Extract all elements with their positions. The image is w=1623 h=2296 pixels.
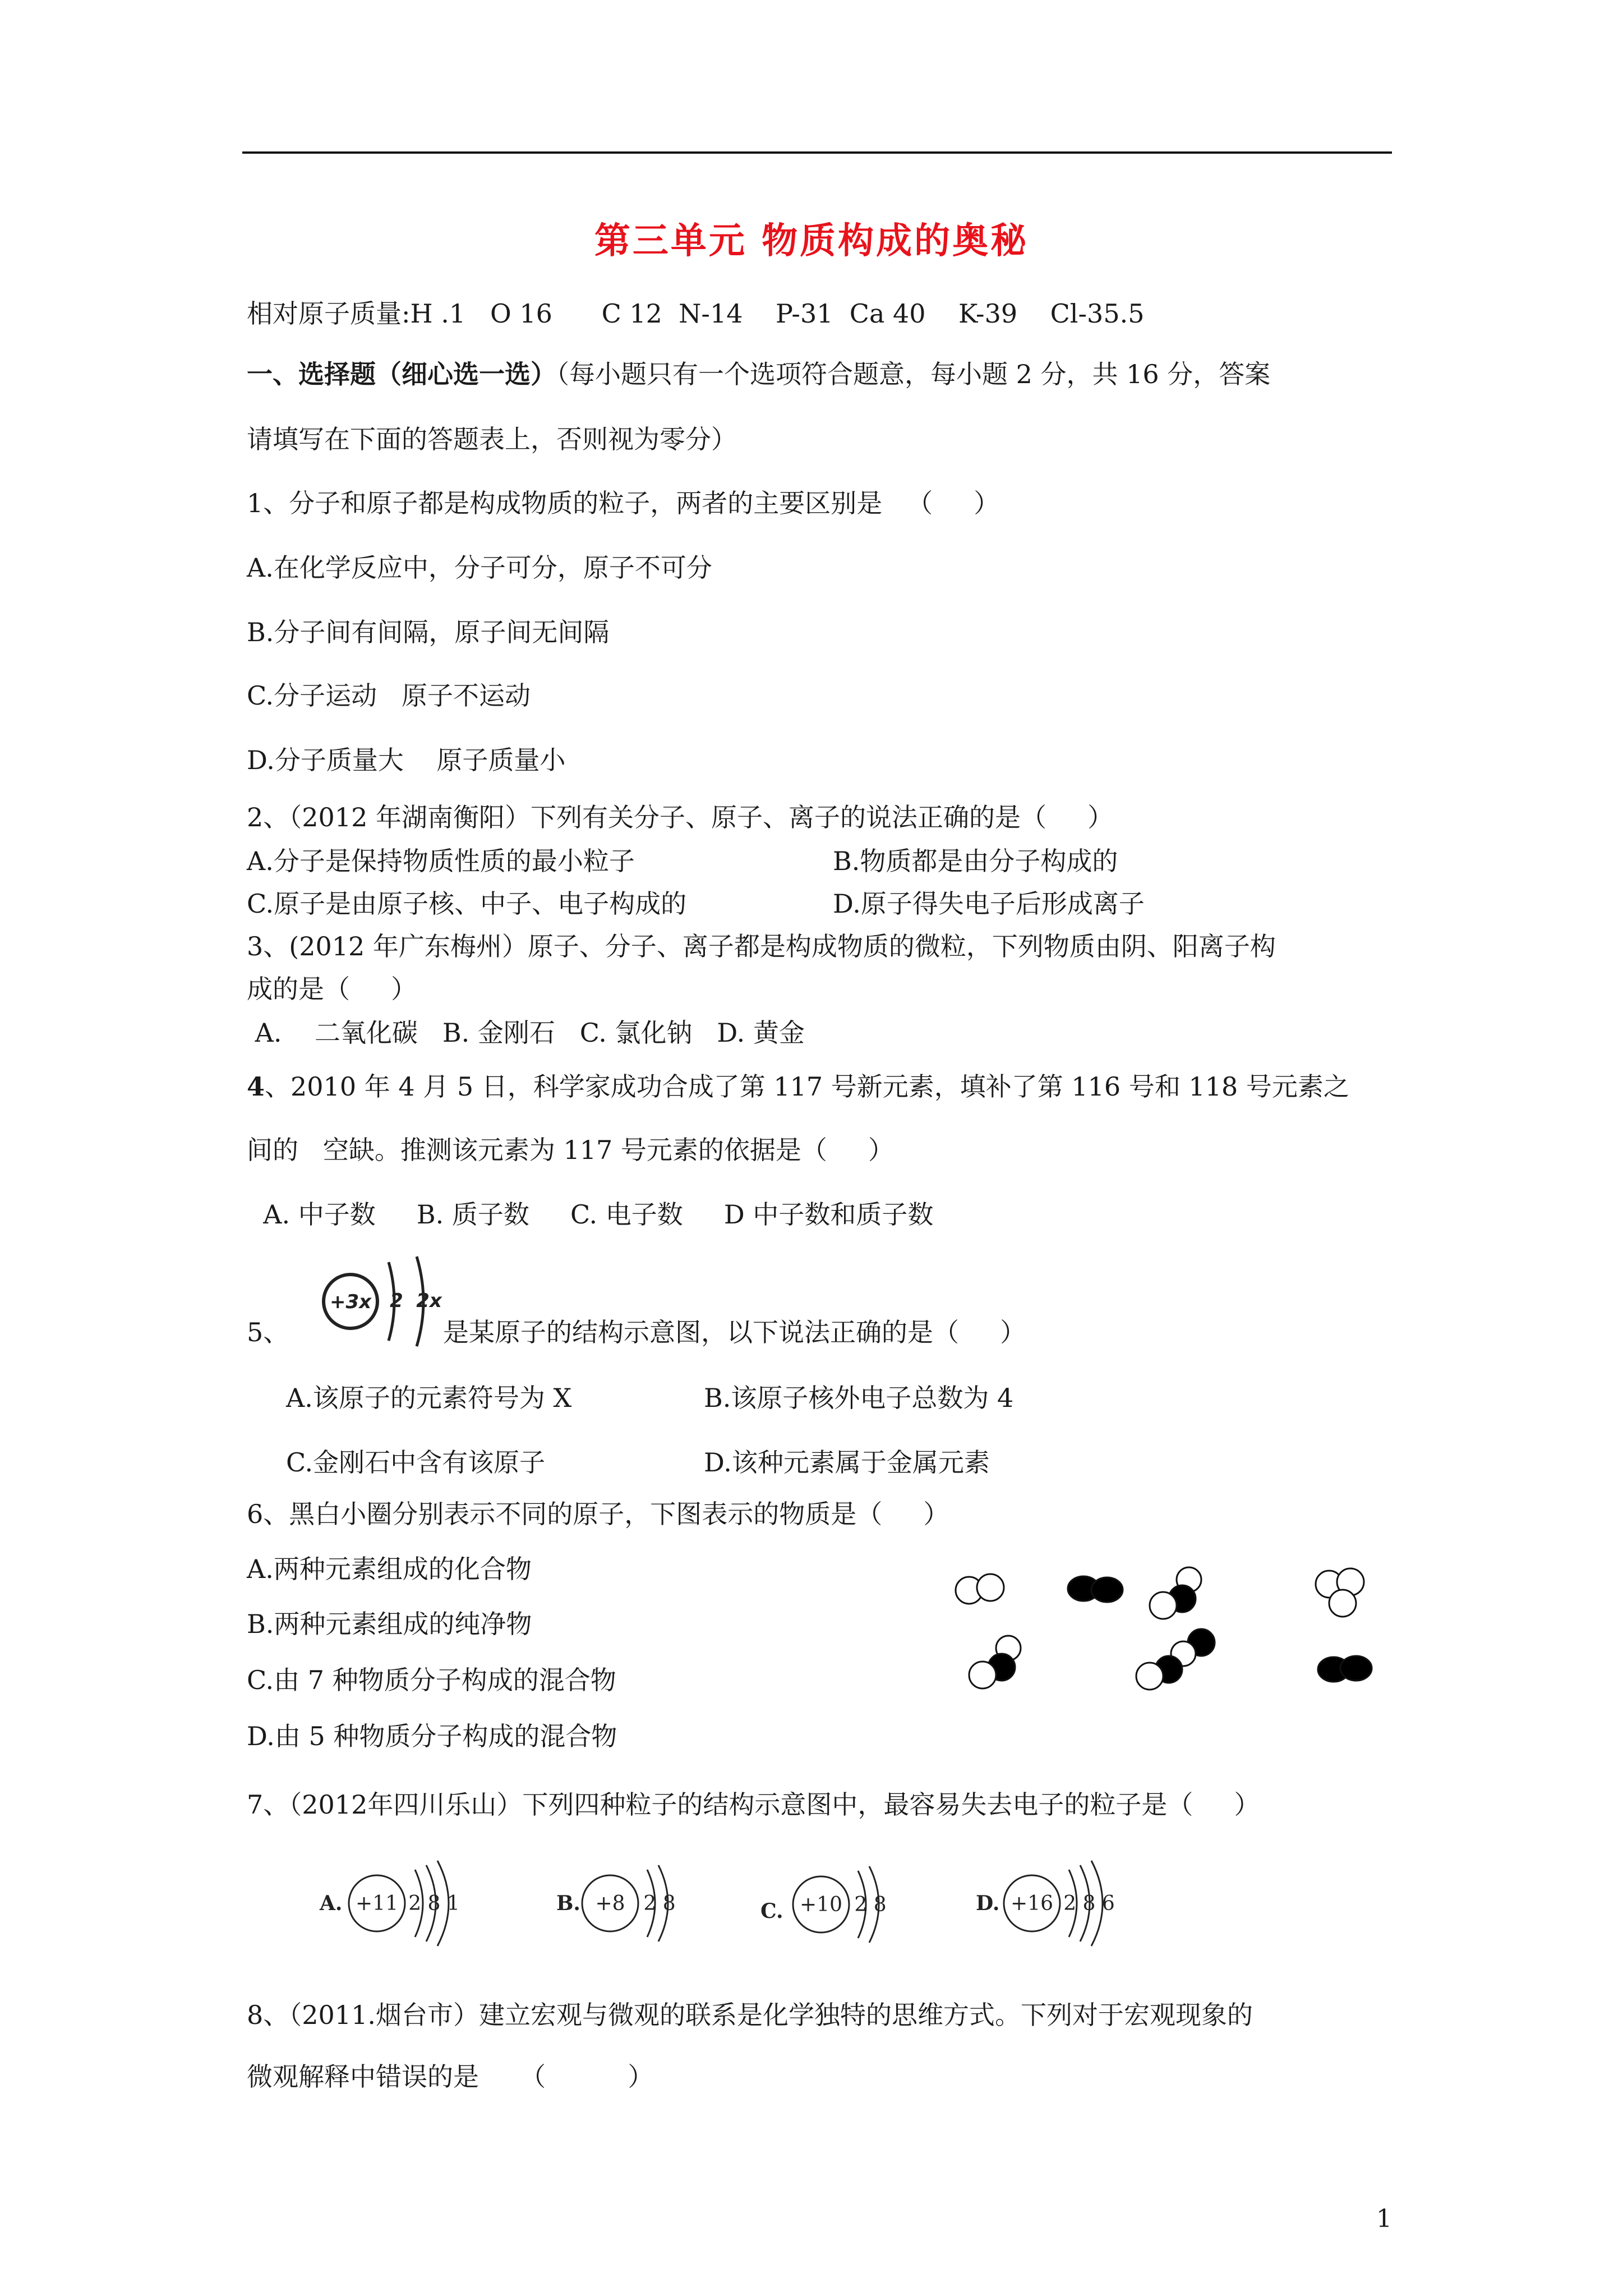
page-title: 第三单元 物质构成的奥秘 (594, 220, 1029, 262)
q4-stem-text: 、2010 年 4 月 5 日，科学家成功合成了第 117 号新元素，填补了第 116 号和 118 号元素之 (265, 1071, 1349, 1102)
molecule-white-white (956, 1574, 1004, 1604)
molecule-black-black-1 (1068, 1576, 1123, 1602)
q7-a-electrons: 2 8 1 (408, 1892, 460, 1915)
q2-option-a: A.分子是保持物质性质的最小粒子 (247, 846, 635, 876)
q6-option-b: B.两种元素组成的纯净物 (247, 1609, 532, 1639)
q7-b-nucleus-charge: +8 (595, 1892, 625, 1915)
q1-option-b: B.分子间有间隔，原子间无间隔 (247, 617, 610, 647)
q4-stem-line2: 间的 空缺。推测该元素为 117 号元素的依据是（ ） (247, 1135, 895, 1165)
q2-stem: 2、（2012 年湖南衡阳）下列有关分子、原子、离子的说法正确的是（ ） (247, 802, 1114, 832)
atomic-mass-line: 相对原子质量:H .1 O 16 C 12 N-14 P-31 Ca 40 K-39 Cl-35.5 (247, 298, 1145, 329)
q7-option-d-diagram (976, 1861, 1115, 1946)
q5-number: 5、 (247, 1317, 289, 1347)
q5-option-a: A.该原子的元素符号为 X (286, 1383, 572, 1413)
q2-option-d: D.原子得失电子后形成离子 (833, 889, 1145, 919)
q3-stem-line2: 成的是（ ） (247, 974, 417, 1004)
q7-b-electrons: 2 8 (643, 1892, 676, 1915)
q5-option-d: D.该种元素属于金属元素 (704, 1447, 990, 1478)
q4-number: 4 (247, 1071, 265, 1102)
q6-option-a: A.两种元素组成的化合物 (247, 1554, 532, 1584)
q5-shell-1-count: 2 (390, 1290, 403, 1312)
q5-option-b: B.该原子核外电子总数为 4 (704, 1383, 1014, 1413)
q7-option-a-diagram (319, 1861, 460, 1946)
q8-stem-line1: 8、（2011.烟台市）建立宏观与微观的联系是化学独特的思维方式。下列对于宏观现象的 (247, 2000, 1253, 2030)
q7-b-label: B. (556, 1892, 580, 1915)
q7-option-b-diagram (556, 1865, 676, 1941)
q1-option-a: A.在化学反应中，分子可分，原子不可分 (247, 553, 712, 583)
q7-a-label: A. (320, 1892, 343, 1915)
header-rule (242, 151, 1392, 154)
q7-d-nucleus-charge: +16 (1011, 1892, 1053, 1915)
q7-c-electrons: 2 8 (854, 1893, 887, 1916)
q3-options: A. 二氧化碳 B. 金刚石 C. 氯化钠 D. 黄金 (247, 1018, 805, 1048)
section1-line1 (247, 359, 1270, 390)
q4-stem-line1 (247, 1071, 1349, 1102)
q6-option-c: C.由 7 种物质分子构成的混合物 (247, 1665, 616, 1695)
q7-a-nucleus-charge: +11 (356, 1892, 398, 1915)
q6-molecule-diagram (948, 1559, 1385, 1705)
molecule-three-white (1316, 1568, 1364, 1617)
q5-atom-diagram (317, 1257, 446, 1346)
q1-option-c: C.分子运动 原子不运动 (247, 680, 531, 711)
q7-d-label: D. (976, 1892, 1000, 1915)
q1-option-d: D.分子质量大 原子质量小 (247, 745, 566, 775)
q8-stem-line2: 微观解释中错误的是 （ ） (247, 2062, 654, 2092)
q2-option-c: C.原子是由原子核、中子、电子构成的 (247, 889, 687, 919)
q6-stem: 6、黑白小圈分别表示不同的原子，下图表示的物质是（ ） (247, 1499, 949, 1529)
q7-d-electrons: 2 8 6 (1063, 1892, 1115, 1915)
q5-option-c: C.金刚石中含有该原子 (286, 1447, 546, 1478)
q7-option-c-diagram (760, 1866, 887, 1943)
q7-stem: 7、（2012年四川乐山）下列四种粒子的结构示意图中，最容易失去电子的粒子是（ ） (247, 1789, 1260, 1820)
molecule-white-black-white (1150, 1567, 1201, 1619)
page-number: 1 (1376, 2205, 1392, 2233)
q7-c-label: C. (760, 1899, 783, 1923)
q2-option-b: B.物质都是由分子构成的 (833, 846, 1118, 876)
q4-options: A. 中子数 B. 质子数 C. 电子数 D 中子数和质子数 (247, 1199, 934, 1230)
q3-stem-line1: 3、(2012 年广东梅州）原子、分子、离子都是构成物质的微粒，下列物质由阴、阳离子构 (247, 931, 1276, 961)
molecule-black-black-white (1136, 1629, 1215, 1690)
molecule-black-black-2 (1318, 1656, 1372, 1682)
section1-heading: 一、选择题（细心选一选） (247, 359, 556, 389)
q7-c-nucleus-charge: +10 (800, 1893, 842, 1916)
section1-desc: （每小题只有一个选项符合题意，每小题 2 分，共 16 分，答案 (556, 359, 1271, 389)
q6-option-d: D.由 5 种物质分子构成的混合物 (247, 1721, 617, 1751)
q7-structure-diagrams (314, 1860, 1155, 1944)
q5-shell-2-count: 2x (416, 1290, 442, 1312)
molecule-white-black-white-2 (969, 1636, 1021, 1688)
q1-stem: 1、分子和原子都是构成物质的粒子，两者的主要区别是 （ ） (247, 488, 1000, 518)
section1-line2: 请填写在下面的答题表上，否则视为零分） (247, 424, 737, 454)
q5-nucleus-charge: +3x (329, 1291, 372, 1313)
q5-stem: 是某原子的结构示意图，以下说法正确的是（ ） (443, 1317, 1026, 1347)
